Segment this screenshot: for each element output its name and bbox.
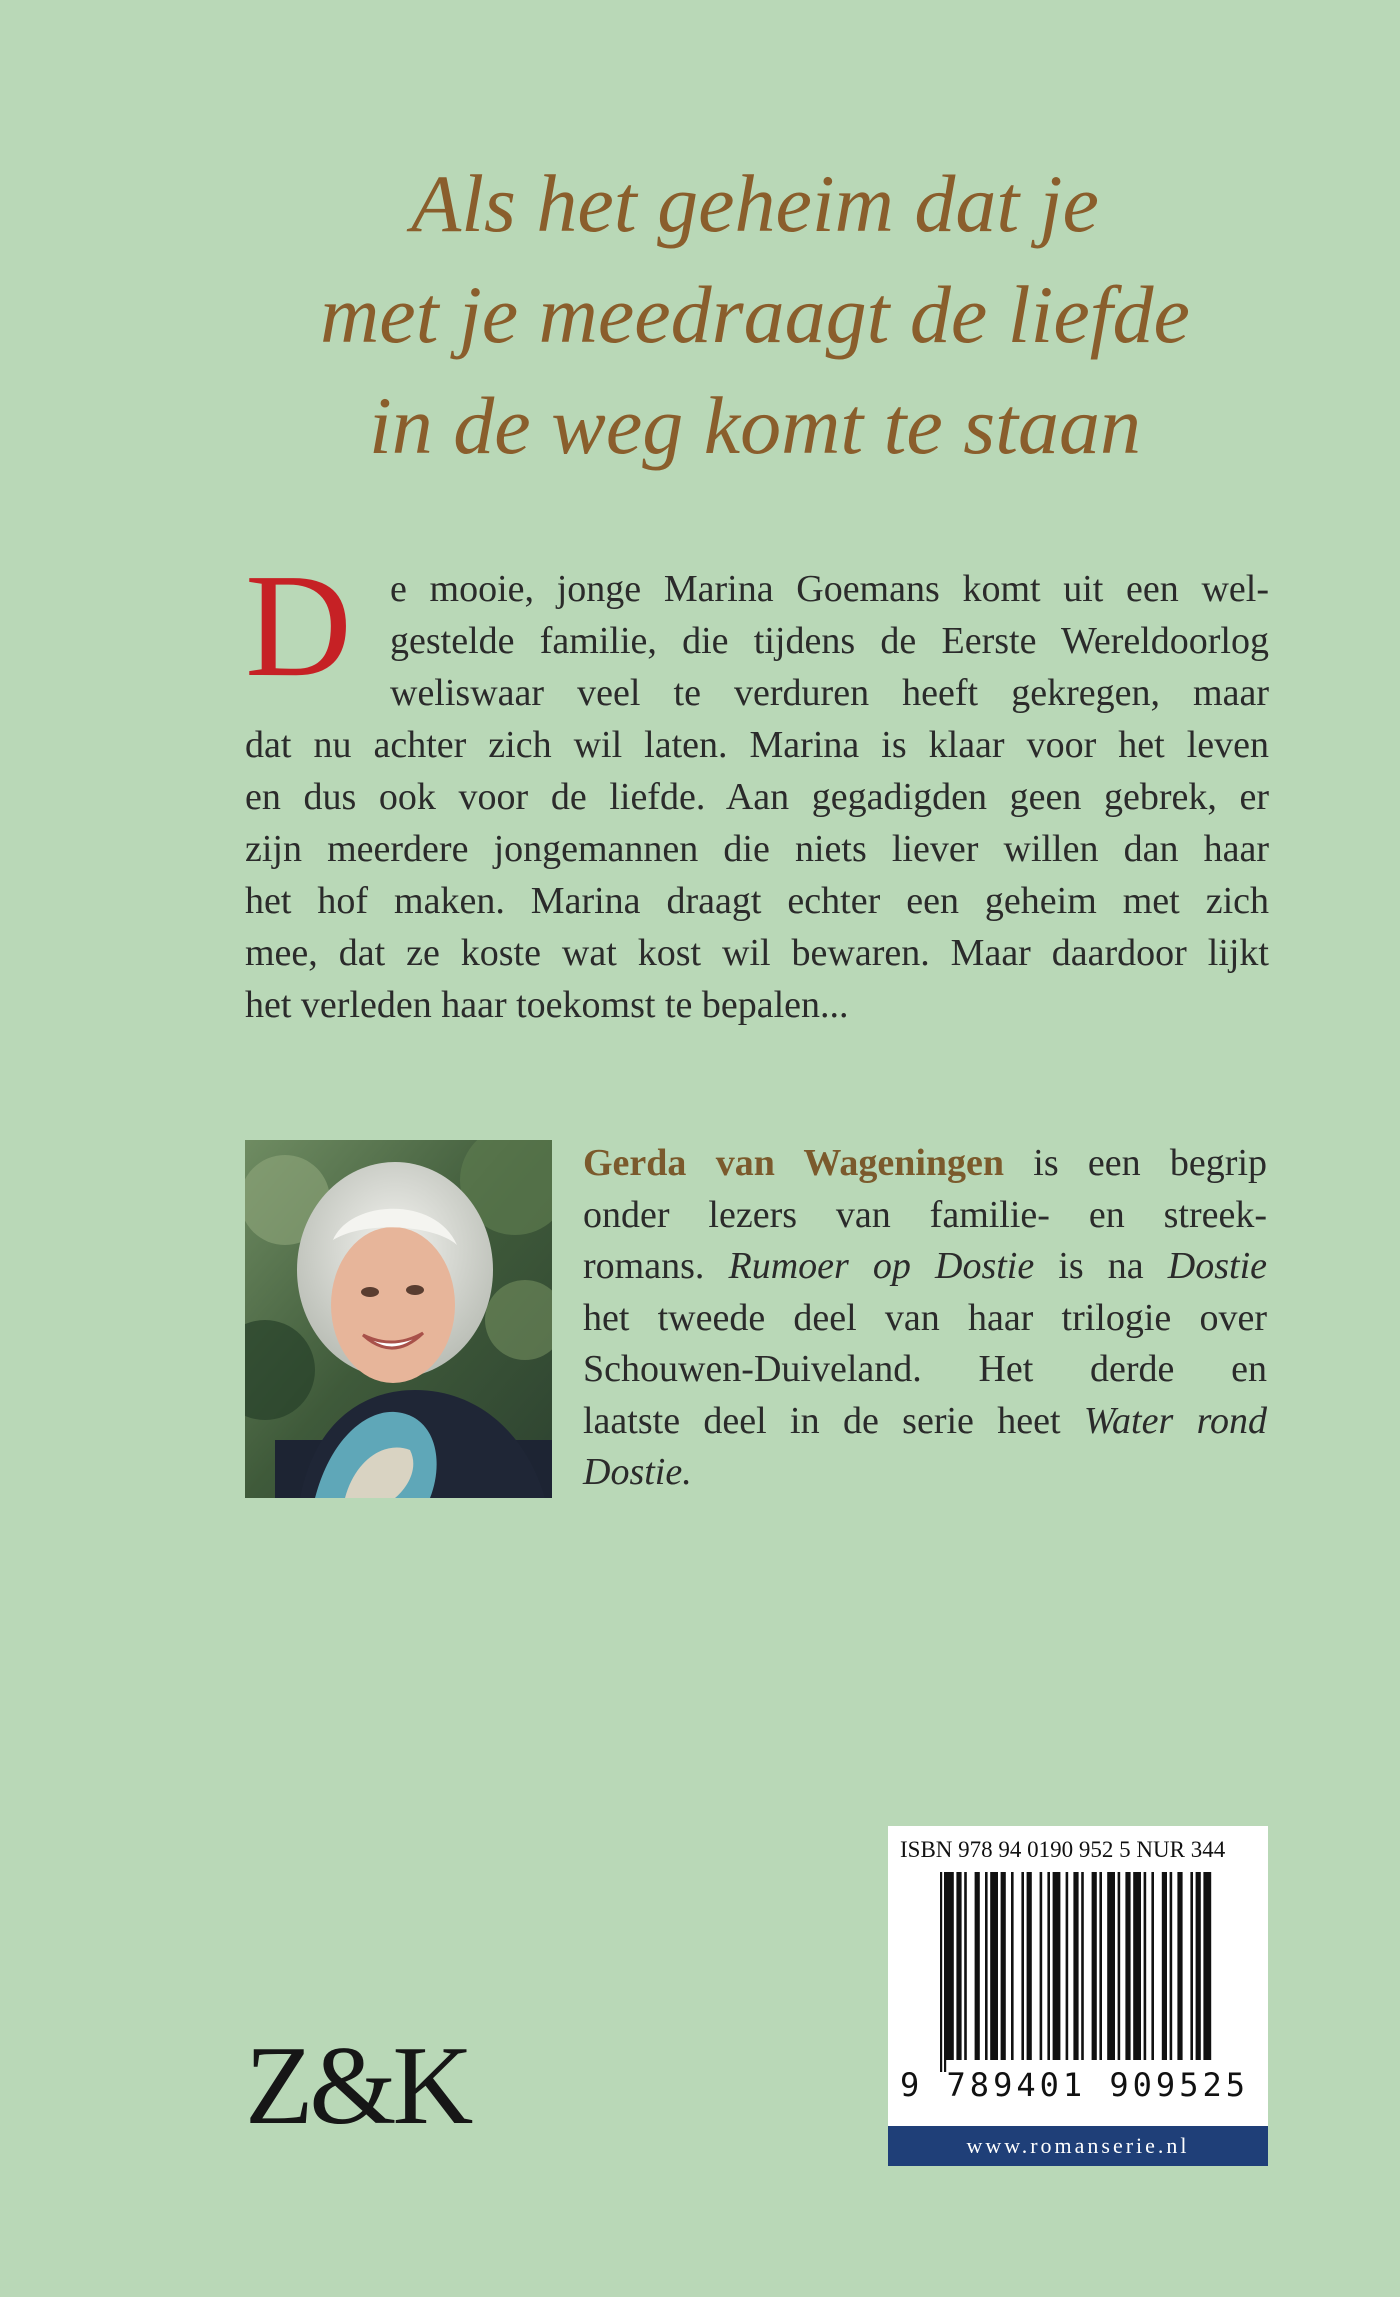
barcode	[888, 1826, 1268, 2126]
tagline-line: Als het geheim dat je	[411, 158, 1099, 249]
barcode-bar	[1118, 1872, 1121, 2060]
barcode-bar	[956, 1872, 961, 2060]
tagline-line: in de weg komt te staan	[368, 380, 1142, 471]
tagline	[245, 148, 1265, 481]
barcode-digits: 9 789401 909525	[900, 2066, 1249, 2104]
book-title: Dostie	[1167, 1245, 1267, 1287]
bio-line: Schouwen-Duiveland. Het derde en	[583, 1348, 1267, 1390]
book-title: Dostie.	[583, 1451, 692, 1493]
barcode-bar	[946, 1872, 954, 2060]
isbn-number: ISBN 978 94 0190 952 5 NUR 344	[900, 1837, 1226, 1862]
barcode-bar	[1190, 1872, 1193, 2060]
author-name: Gerda van Wageningen	[583, 1142, 1005, 1184]
barcode-bar	[1203, 1872, 1211, 2060]
barcode-bar	[1170, 1872, 1173, 2060]
bio-line	[583, 1447, 1267, 1499]
barcode-bar	[1107, 1872, 1115, 2060]
barcode-bar	[1162, 1872, 1167, 2060]
bio-line	[583, 1138, 1267, 1190]
barcode-guard-bar	[940, 1872, 942, 2072]
barcode-bar	[1099, 1872, 1102, 2060]
bio-line	[583, 1241, 1267, 1293]
blurb-line: weliswaar veel te verduren heeft gekregen, maar	[390, 672, 1269, 714]
barcode-bar	[1021, 1872, 1024, 2060]
blurb-line: mee, dat ze koste wat kost wil bewaren. Maar daardoor lijkt	[245, 932, 1269, 974]
barcode-bar	[1196, 1872, 1201, 2060]
book-title: Water rond	[1083, 1399, 1267, 1442]
blurb-line: e mooie, jonge Marina Goemans komt uit een wel-	[390, 568, 1269, 610]
publisher-logo: Z&K	[245, 2024, 470, 2148]
author-photo	[245, 1140, 552, 1498]
blurb-line: gestelde familie, die tijdens de Eerste Wereldoorlog	[390, 620, 1269, 662]
drop-cap: D	[245, 544, 352, 708]
barcode-bar	[985, 1872, 988, 2060]
bio-line: onder lezers van familie- en streek-	[583, 1193, 1267, 1236]
book-title: Rumoer op Dostie	[728, 1245, 1035, 1287]
barcode-bar	[990, 1872, 998, 2060]
barcode-bar	[1011, 1872, 1014, 2060]
barcode-bar	[964, 1872, 967, 2060]
barcode-bar	[975, 1872, 980, 2060]
blurb-line: dat nu achter zich wil laten. Marina is klaar voor het leven	[245, 724, 1269, 766]
barcode-bar	[1151, 1872, 1154, 2060]
bio-text: is een begrip	[1004, 1142, 1268, 1184]
author-bio	[583, 1138, 1267, 1499]
book-blurb	[245, 544, 1269, 1031]
tagline-line: met je meedraagt de liefde	[320, 269, 1190, 360]
barcode-bar	[1027, 1872, 1032, 2060]
blurb-line: zijn meerdere jongemannen die niets liever willen dan haar	[245, 828, 1269, 870]
blurb-line: het verleden haar toekomst te bepalen...	[245, 984, 849, 1026]
barcode-bar	[1144, 1872, 1147, 2060]
author-portrait-illustration	[245, 1140, 552, 1498]
barcode-bar	[1081, 1872, 1084, 2060]
bio-text: laatste deel in de serie heet	[583, 1399, 1084, 1442]
barcode-bar	[1177, 1872, 1182, 2060]
barcode-bar	[1040, 1872, 1043, 2060]
website-url: www.romanserie.nl	[888, 2126, 1268, 2166]
bio-line	[583, 1396, 1267, 1448]
barcode-guard-bar	[944, 1872, 946, 2072]
barcode-bar	[1001, 1872, 1006, 2060]
bio-line: het tweede deel van haar trilogie over	[583, 1296, 1267, 1339]
barcode-bar	[1092, 1872, 1097, 2060]
barcode-bar	[1066, 1872, 1069, 2060]
bio-text: is na	[1034, 1245, 1168, 1287]
blurb-line: en dus ook voor de liefde. Aan gegadigden geen gebrek, er	[245, 776, 1269, 818]
bio-text: romans.	[583, 1245, 729, 1287]
barcode-bar	[1133, 1872, 1141, 2060]
barcode-bar	[1073, 1872, 1078, 2060]
blurb-line: het hof maken. Marina draagt echter een geheim met zich	[245, 880, 1269, 922]
barcode-bar	[1125, 1872, 1130, 2060]
barcode-bar	[1047, 1872, 1050, 2060]
barcode-bar	[1053, 1872, 1061, 2060]
